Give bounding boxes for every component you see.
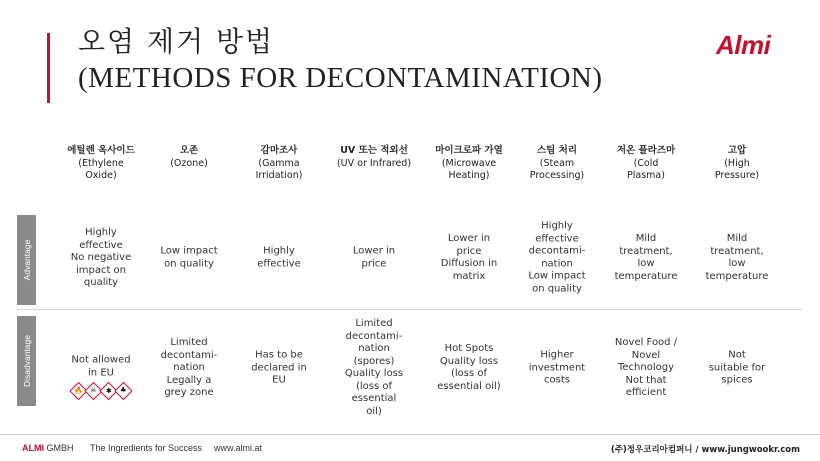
column-header-korean: 스팀 처리 (536, 145, 577, 156)
advantage-cell-high-pressure: Mild treatment, low temperature (705, 233, 769, 282)
row-divider (17, 309, 802, 310)
environment-hazard-icon: ♣ (114, 382, 132, 400)
column-header-korean: 저온 플라즈마 (616, 145, 676, 156)
column-header-ethylene-oxide (56, 145, 146, 183)
disadvantage-cell-ozone: Limited decontami- nation Legally a grey zone (160, 336, 218, 398)
advantage-cell-ethylene-oxide: Highly effective No negative impact on quality (70, 226, 132, 288)
column-header-english: (UV or Infrared) (336, 157, 412, 169)
column-header-gamma (234, 145, 324, 183)
disadvantage-cell-high-pressure: Not suitable for spices (708, 349, 766, 386)
disadvantage-cell-cold-plasma: Novel Food / Novel Technology Not that efficient (614, 336, 678, 398)
disadvantage-cell-steam: Higher investment costs (528, 349, 586, 386)
disadvantage-cell-gamma: Has to be declared in EU (251, 349, 307, 386)
column-header-english: (Ethylene Oxide) (78, 157, 124, 182)
footer-company-info: (주)정우코리아컴퍼니 / www.jungwookr.com (610, 445, 800, 455)
disadvantage-text-ethylene-oxide: Not allowed in EU (71, 354, 131, 378)
health-hazard-icon: ✱ (99, 382, 117, 400)
column-header-korean: 오존 (179, 145, 199, 156)
column-header-english: (Gamma Irridation) (255, 157, 303, 182)
hazard-pictograms (56, 385, 146, 398)
page-title-korean: 오염 제거 방법 (78, 25, 275, 58)
advantage-cell-gamma: Highly effective (257, 245, 301, 269)
column-header-english: (Cold Plasma) (627, 157, 665, 182)
column-header-korean: 감마조사 (260, 145, 298, 156)
column-header-english: (High Pressure) (714, 157, 760, 182)
column-header-english: (Steam Processing) (529, 157, 585, 182)
advantage-cell-ozone: Low impact on quality (160, 245, 218, 269)
footer-brand-bold: ALMI (22, 443, 44, 453)
column-header-korean: 고압 (727, 145, 747, 156)
advantage-cell-cold-plasma: Mild treatment, low temperature (614, 233, 678, 282)
column-header-korean: 마이크로파 가열 (435, 145, 503, 156)
footer-divider (0, 434, 820, 435)
advantage-cell-uv-infrared: Lower in price (352, 245, 396, 269)
almi-logo: Almi (716, 30, 771, 60)
column-header-korean: 에틸렌 옥사이드 (67, 145, 135, 156)
column-header-ozone (144, 145, 234, 170)
footer-tagline: The Ingredients for Success (90, 443, 203, 453)
column-header-high-pressure (692, 145, 782, 183)
column-header-uv-infrared (329, 145, 419, 170)
page-title-english: (METHODS FOR DECONTAMINATION) (78, 62, 603, 94)
row-label-disadvantage (17, 316, 36, 406)
row-label-advantage (17, 215, 36, 305)
disadvantage-cell-uv-infrared: Limited decontami- nation (spores) Quality loss (loss of essential oil) (344, 318, 404, 417)
column-header-korean: UV 또는 적외선 (340, 145, 408, 156)
row-label-disadvantage-text: Disadvantage (21, 335, 32, 387)
row-label-advantage-text: Advantage (21, 239, 32, 281)
footer-brand-rest: GMBH (44, 443, 74, 453)
title-accent-bar (47, 33, 50, 103)
flame-hazard-icon: 🔥 (69, 382, 87, 400)
footer-brand (22, 443, 74, 453)
column-header-microwave (424, 145, 514, 183)
advantage-cell-steam: Highly effective decontami- nation Low impact on quality (528, 220, 586, 294)
footer-website-link[interactable]: www.almi.at (214, 443, 263, 453)
skull-hazard-icon: ☠ (84, 382, 102, 400)
column-header-english: (Ozone) (170, 157, 208, 169)
advantage-cell-microwave: Lower in price Diffusion in matrix (440, 233, 498, 282)
column-header-english: (Microwave Heating) (441, 157, 497, 182)
column-header-steam (512, 145, 602, 183)
disadvantage-cell-microwave: Hot Spots Quality loss (loss of essential oil) (437, 343, 501, 392)
column-header-cold-plasma (601, 145, 691, 183)
disadvantage-cell-ethylene-oxide (56, 355, 146, 398)
